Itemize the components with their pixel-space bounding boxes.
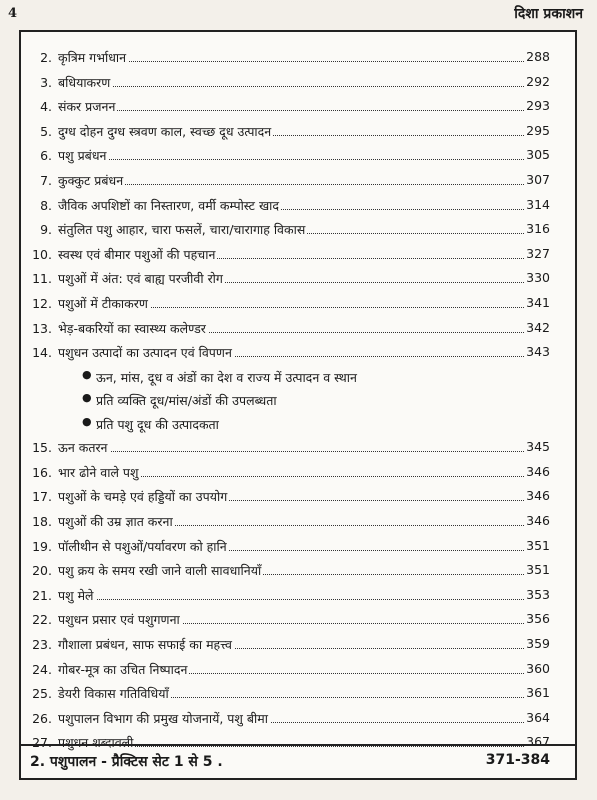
- toc-entry: [30, 270, 225, 287]
- toc-row: [30, 510, 550, 535]
- toc-title: पशुओं में अंत: एवं बाह्य परजीवी रोग: [58, 271, 223, 287]
- toc-page: 346: [526, 513, 550, 528]
- toc-page: 288: [526, 49, 550, 64]
- toc-title: कुक्कुट प्रबंधन: [58, 172, 124, 188]
- toc-number: 4.: [40, 99, 52, 115]
- toc-page: 356: [526, 611, 550, 627]
- section-pages: 371-384: [485, 752, 550, 768]
- toc-page: 342: [526, 319, 550, 335]
- toc-page: 359: [526, 635, 550, 651]
- toc-number: 15.: [32, 440, 52, 456]
- toc-row: [30, 71, 550, 96]
- toc-entry: [30, 320, 208, 337]
- toc-subitem-text: प्रति पशु दूध की उत्पादकता: [96, 416, 219, 432]
- toc-page: 343: [526, 344, 550, 360]
- bullet-icon: ●: [82, 414, 92, 428]
- toc-number: 18.: [32, 514, 52, 529]
- toc-row: [30, 707, 550, 732]
- toc-entry: [30, 611, 182, 628]
- toc-entry: [30, 221, 307, 238]
- toc-number: 10.: [32, 246, 52, 262]
- toc-title: दुग्ध दोहन दुग्ध स्त्रवण काल, स्वच्छ दूध उत्पादन: [58, 123, 272, 139]
- toc-title: डेयरी विकास गतिविधियाँ: [58, 686, 169, 702]
- toc-entry: [30, 172, 125, 189]
- toc-title: भार ढोने वाले पशु: [58, 464, 139, 480]
- toc-row: [30, 584, 550, 609]
- toc-number: 24.: [32, 661, 52, 677]
- toc-number: 21.: [32, 587, 52, 603]
- toc-row: [30, 194, 550, 219]
- section-entry: [30, 752, 550, 776]
- toc-row: [30, 95, 550, 120]
- toc-entry: [30, 197, 281, 214]
- toc-entry: [30, 636, 234, 653]
- toc-row: [30, 608, 550, 633]
- toc-page: 314: [526, 196, 550, 212]
- toc-row: [30, 218, 550, 243]
- toc-page: 307: [526, 171, 550, 187]
- toc-entry: [30, 98, 117, 115]
- toc-number: 5.: [40, 123, 52, 139]
- toc-title: संतुलित पशु आहार, चारा फसलें, चारा/चारागाह विकास: [58, 222, 306, 238]
- toc-number: 7.: [40, 172, 52, 188]
- bullet-icon: ●: [82, 391, 92, 405]
- toc-row: [30, 341, 550, 366]
- toc-number: 22.: [32, 612, 52, 628]
- toc-number: 25.: [32, 686, 52, 702]
- toc-entry: [30, 49, 128, 66]
- toc-row: [30, 120, 550, 145]
- toc-row: [30, 317, 550, 342]
- section-divider: [21, 744, 575, 746]
- dot-leader: [30, 599, 550, 600]
- toc-page: 346: [526, 488, 550, 504]
- toc-page: 351: [526, 537, 550, 553]
- toc-entry: [30, 464, 141, 481]
- toc-title: कृत्रिम गर्भाधान: [58, 50, 127, 65]
- toc-row: [30, 267, 550, 292]
- toc-title: स्वस्थ एवं बीमार पशुओं की पहचान: [58, 246, 216, 262]
- toc-title: पशु मेले: [58, 587, 94, 603]
- toc-page: 351: [526, 562, 550, 578]
- toc-entry: [30, 513, 175, 530]
- toc-number: 9.: [40, 222, 52, 238]
- toc-page: 353: [526, 586, 550, 602]
- toc-title: पशुपालन विभाग की प्रमुख योजनायें, पशु बीमा: [58, 710, 268, 726]
- toc-number: 16.: [32, 464, 52, 480]
- toc-number: 26.: [32, 710, 52, 726]
- toc-page: 360: [526, 660, 550, 676]
- toc-number: 6.: [40, 148, 52, 164]
- toc-title: पशुधन उत्पादों का उत्पादन एवं विपणन: [58, 345, 232, 361]
- toc-title: गौशाला प्रबंधन, साफ सफाई का महत्त्व: [58, 636, 232, 652]
- toc-title: संकर प्रजनन: [58, 99, 116, 115]
- toc-number: 17.: [32, 489, 52, 505]
- toc-number: 3.: [40, 74, 52, 90]
- toc-subitem: [30, 366, 550, 390]
- toc-title: पशुओं में टीकाकरण: [58, 295, 148, 311]
- toc-title: जैविक अपशिष्टों का निस्तारण, वर्मी कम्पोस्ट खाद: [58, 197, 280, 213]
- toc-page: 345: [526, 439, 550, 455]
- toc-title: पशु क्रय के समय रखी जाने वाली सावधानियाँ: [58, 563, 262, 579]
- publisher-name: दिशा प्रकाशन: [514, 6, 583, 22]
- toc-page: 293: [526, 98, 550, 114]
- toc-subitem-text: ऊन, मांस, दूध व अंडों का देश व राज्य में उत्पादन व स्थान: [96, 369, 357, 385]
- toc-row: [30, 46, 550, 71]
- toc-entry: [30, 661, 189, 678]
- toc-row: [30, 535, 550, 560]
- toc-page: 295: [526, 122, 550, 138]
- toc-entry: [30, 587, 96, 604]
- toc-row: [30, 633, 550, 658]
- toc-title: पशुओं के चमड़े एवं हड्डियों का उपयोग: [58, 489, 228, 505]
- toc-entry: [30, 147, 108, 164]
- toc-entry: [30, 685, 171, 702]
- toc-page: 330: [526, 270, 550, 286]
- toc-number: 11.: [32, 271, 52, 287]
- toc-title: पशु प्रबंधन: [58, 148, 107, 164]
- toc-row: [30, 658, 550, 683]
- toc-row: [30, 169, 550, 194]
- toc-entry: [30, 344, 234, 361]
- toc-title: बधियाकरण: [58, 74, 111, 90]
- toc-page: 346: [526, 463, 550, 479]
- toc-title: पशुधन शब्दावली: [58, 735, 134, 751]
- toc-row: [30, 559, 550, 584]
- toc-page: 364: [526, 709, 550, 725]
- toc-page: 367: [526, 734, 550, 750]
- toc-title: ऊन कतरन: [58, 440, 108, 456]
- toc-row: [30, 436, 550, 461]
- bullet-icon: ●: [82, 367, 92, 381]
- toc-entry: [30, 710, 270, 727]
- toc-title: पशुधन प्रसार एवं पशुगणना: [58, 612, 180, 628]
- toc-title: भेड़-बकरियों का स्वास्थ्य कलेण्डर: [58, 320, 206, 336]
- toc-entry: [30, 295, 150, 312]
- toc-page: 327: [526, 245, 550, 261]
- toc-entry: [30, 439, 110, 456]
- toc-entry: [30, 246, 217, 263]
- toc-number: 2.: [40, 50, 52, 65]
- toc-subitem: [30, 389, 550, 413]
- toc-entry: [30, 123, 273, 140]
- toc-number: 23.: [32, 636, 52, 652]
- toc-entry: [30, 488, 229, 505]
- toc-title: पशुओं की उम्र ज्ञात करना: [58, 514, 173, 529]
- table-of-contents: [30, 46, 550, 756]
- toc-row: [30, 243, 550, 268]
- toc-page: 361: [526, 685, 550, 701]
- toc-title: पॉलीथीन से पशुओं/पर्यावरण को हानि: [58, 538, 227, 554]
- toc-entry: [30, 538, 229, 555]
- toc-row: [30, 461, 550, 486]
- toc-row: [30, 485, 550, 510]
- toc-entry: [30, 74, 112, 91]
- toc-row: [30, 292, 550, 317]
- toc-number: 14.: [32, 345, 52, 361]
- toc-row: [30, 144, 550, 169]
- toc-number: 27.: [32, 735, 52, 751]
- toc-title: गोबर-मूत्र का उचित निष्पादन: [58, 661, 188, 677]
- toc-number: 20.: [32, 563, 52, 579]
- toc-page: 292: [526, 73, 550, 89]
- toc-number: 12.: [32, 295, 52, 311]
- toc-number: 8.: [40, 197, 52, 213]
- toc-number: 13.: [32, 320, 52, 336]
- toc-page: 316: [526, 221, 550, 237]
- toc-page: 341: [526, 294, 550, 310]
- section-title: 2. पशुपालन - प्रैक्टिस सेट 1 से 5 .: [30, 754, 223, 770]
- toc-subitem-text: प्रति व्यक्ति दूध/मांस/अंडों की उपलब्धता: [96, 393, 277, 409]
- toc-entry: [30, 562, 263, 579]
- page-number: 4: [8, 6, 18, 21]
- toc-row: [30, 682, 550, 707]
- toc-number: 19.: [32, 538, 52, 554]
- toc-page: 305: [526, 147, 550, 163]
- toc-subitem: [30, 413, 550, 437]
- toc-entry: [30, 734, 135, 751]
